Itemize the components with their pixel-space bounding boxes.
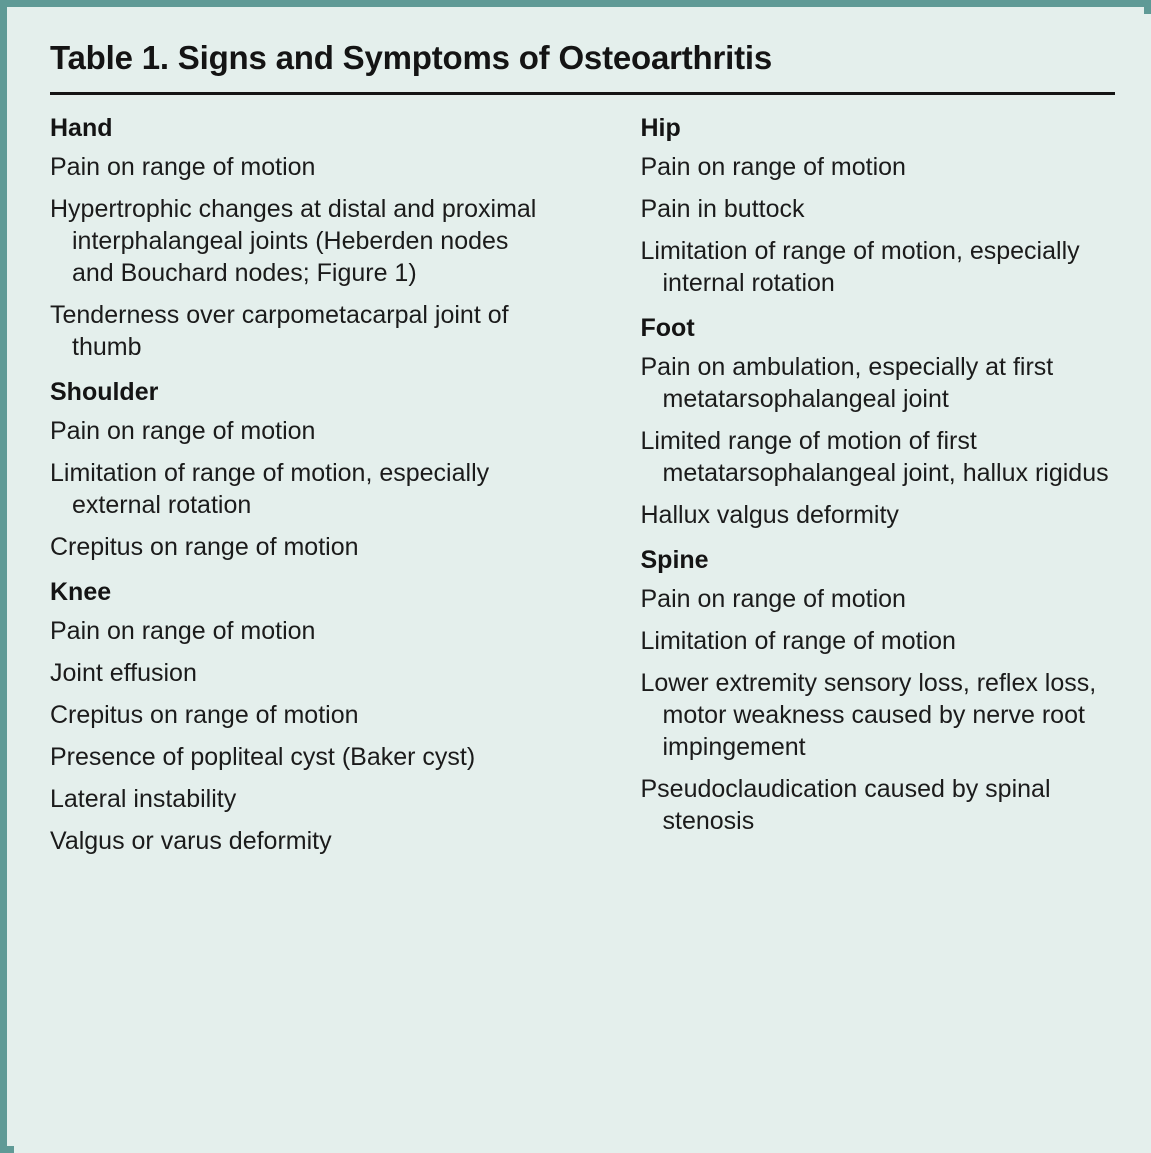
- list-item: Limitation of range of motion, especially internal rotation: [640, 237, 1080, 298]
- list-item: Pain on range of motion: [640, 585, 906, 614]
- list-item: Pain on range of motion: [50, 153, 316, 182]
- symptom-group-hand: [50, 113, 543, 363]
- list-item: Lateral instability: [50, 785, 237, 814]
- list-item: Pain on range of motion: [50, 617, 316, 646]
- symptom-group-hip: [641, 113, 1116, 299]
- list-item: Pain in buttock: [640, 195, 805, 224]
- table-column-right: [583, 113, 1116, 867]
- list-item: Pseudoclaudication caused by spinal stenosis: [640, 775, 1051, 836]
- list-item: Hypertrophic changes at distal and proximal interphalangeal joints (Heberden nodes and Bouchard nodes; Figure 1): [50, 195, 537, 288]
- group-heading: Shoulder: [50, 378, 159, 407]
- list-item: Hallux valgus deformity: [640, 501, 899, 530]
- list-item: Limited range of motion of first metatarsophalangeal joint, hallux rigidus: [640, 427, 1109, 488]
- group-heading: Spine: [640, 546, 709, 575]
- symptom-group-spine: [641, 545, 1116, 837]
- list-item: Limitation of range of motion, especially external rotation: [50, 459, 490, 520]
- group-heading: Knee: [50, 578, 112, 607]
- list-item: Crepitus on range of motion: [50, 701, 359, 730]
- table-title: Table 1. Signs and Symptoms of Osteoarthritis: [50, 39, 773, 76]
- list-item: Pain on range of motion: [50, 417, 316, 446]
- list-item: Valgus or varus deformity: [50, 827, 332, 856]
- symptom-group-shoulder: [50, 377, 543, 563]
- table-body: [14, 14, 1151, 1153]
- symptom-group-knee: [50, 577, 543, 857]
- symptom-group-foot: [641, 313, 1116, 531]
- list-item: Tenderness over carpometacarpal joint of thumb: [50, 301, 509, 362]
- list-item: Pain on ambulation, especially at first metatarsophalangeal joint: [640, 353, 1054, 414]
- list-item: Limitation of range of motion: [640, 627, 956, 656]
- table-column-left: [50, 113, 583, 867]
- list-item: Pain on range of motion: [640, 153, 906, 182]
- group-heading: Hand: [50, 114, 113, 143]
- list-item: Joint effusion: [50, 659, 197, 688]
- list-item: Presence of popliteal cyst (Baker cyst): [50, 743, 476, 772]
- list-item: Crepitus on range of motion: [50, 533, 359, 562]
- group-heading: Foot: [640, 314, 695, 343]
- group-heading: Hip: [640, 114, 681, 143]
- table-columns: [50, 113, 1115, 867]
- list-item: Lower extremity sensory loss, reflex loss, motor weakness caused by nerve root impingement: [640, 669, 1097, 762]
- title-divider: [50, 92, 1115, 95]
